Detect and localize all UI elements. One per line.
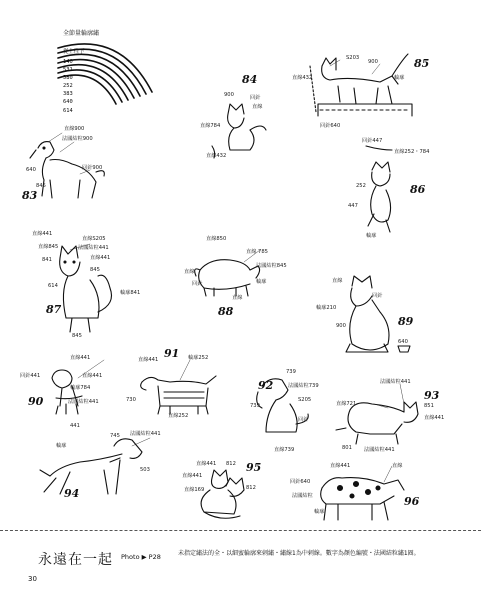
label: 640 — [398, 339, 408, 345]
label: 法國結粒739 — [288, 383, 319, 389]
label: S205 — [298, 397, 312, 403]
label: 730 — [126, 397, 136, 403]
label: 輪廓 — [56, 443, 67, 449]
kittens-95 — [201, 470, 244, 518]
label: 輪廓784 — [70, 385, 91, 391]
label: 直線 785 — [246, 249, 268, 255]
motif-number-90: 90 — [28, 395, 44, 408]
label: 回針 — [298, 417, 309, 423]
label: 直線 — [392, 463, 403, 469]
label: 直線S205 — [82, 236, 106, 242]
motif-number-84: 84 — [242, 73, 258, 86]
label: 直線441 — [196, 461, 217, 467]
label: 直線441 — [90, 255, 111, 261]
motif-number-83: 83 — [22, 189, 38, 202]
label: 直線784 — [200, 123, 221, 129]
label: 回針 — [192, 281, 203, 287]
label: 回針441 — [20, 373, 41, 379]
motif-number-93: 93 — [424, 389, 440, 402]
motif-number-87: 87 — [46, 303, 62, 316]
legend-color-6: 640 — [63, 99, 73, 106]
footer-title: 永遠在一起 — [38, 552, 113, 568]
label: 法國結粒441 — [380, 379, 411, 385]
dog-96 — [321, 478, 404, 520]
motif-number-85: 85 — [414, 57, 430, 70]
label: 法國結粒 — [292, 493, 313, 499]
label: 900 — [368, 59, 378, 65]
motif-number-91: 91 — [164, 347, 180, 360]
label: 739 — [250, 403, 260, 409]
label: 447 — [348, 203, 358, 209]
label: 直線441 — [424, 415, 445, 421]
label: 812 — [246, 485, 256, 491]
label: 直線 — [332, 278, 343, 284]
label: 739 — [286, 369, 296, 375]
label: 輪廓 — [394, 75, 405, 81]
label: 640 — [26, 167, 36, 173]
cat-93 — [336, 402, 418, 444]
label: 直線721 — [336, 401, 357, 407]
legend-color-7: 614 — [63, 107, 73, 114]
footer-photo-ref: Photo ▶ P28 — [121, 553, 161, 561]
legend-direction: 從上往下 — [63, 49, 85, 55]
legend-title: 全節量輪廓繡 — [63, 30, 100, 37]
label: 745 — [110, 433, 120, 439]
label: 845 — [72, 333, 82, 339]
label: 直線432 — [292, 75, 313, 81]
label: 輪廓841 — [120, 290, 141, 296]
legend-color-5: 383 — [63, 91, 73, 98]
motif-number-94: 94 — [64, 487, 80, 500]
label: 503 — [140, 467, 150, 473]
label: 輪廓 — [314, 509, 325, 515]
dachshund-91 — [141, 376, 216, 414]
label: 851 — [424, 403, 434, 409]
cat-86 — [366, 146, 392, 232]
motif-number-89: 89 — [398, 315, 414, 328]
dog-90 — [52, 370, 82, 414]
label: 直線 — [184, 269, 195, 275]
label: 回針640 — [320, 123, 341, 129]
label: 直線441 — [138, 357, 159, 363]
label: 直線441 — [82, 373, 103, 379]
footer-description: 未指定繡法的全・以細蜜輪廓來刺繡・繡線1為中刺線。數字為顏色編號・法國結粒繡1圈。 — [178, 550, 420, 557]
label: 輪廓 — [366, 233, 377, 239]
label: 直線441 — [32, 231, 53, 237]
label: 直線441 — [182, 473, 203, 479]
label: 845 — [90, 267, 100, 273]
label: 法國結粒441 — [68, 399, 99, 405]
motif-number-95: 95 — [246, 461, 262, 474]
label: 900 — [336, 323, 346, 329]
label: 直線739 — [274, 447, 295, 453]
label: 845 — [36, 183, 46, 189]
label: 直線252・784 — [394, 149, 430, 155]
label: 直線432 — [206, 153, 227, 159]
label: 輪廓210 — [316, 305, 337, 311]
label: 回針 — [372, 293, 383, 299]
legend-color-1: 140 — [63, 59, 73, 65]
label: 900 — [224, 92, 234, 98]
label: 直線 — [232, 295, 243, 301]
label: 法國結粒845 — [256, 263, 287, 269]
legend-color-2: 531 — [63, 67, 73, 74]
motif-number-88: 88 — [218, 305, 234, 318]
label: 441 — [70, 423, 80, 429]
label: 直線441 — [330, 463, 351, 469]
label: 回針900 — [82, 165, 103, 171]
legend-color-4: 252 — [63, 83, 73, 90]
label: 法國結粒441 — [130, 431, 161, 437]
label: 直線900 — [64, 126, 85, 132]
cat-85 — [310, 54, 412, 116]
legend-color-3: 580 — [63, 75, 73, 82]
label: 直線169 — [184, 487, 205, 493]
label: 法國結粒900 — [62, 136, 93, 142]
label: 回針 — [250, 95, 261, 101]
label: 801 — [342, 445, 352, 451]
label: 直線252 — [168, 413, 189, 419]
legend-color-list — [63, 58, 73, 115]
label: 614 — [48, 283, 58, 289]
motif-number-86: 86 — [410, 183, 426, 196]
label: 直線441 — [70, 355, 91, 361]
label: 812 — [226, 461, 236, 467]
label: 回針447 — [362, 138, 383, 144]
label: S203 — [346, 55, 360, 61]
leader-lines — [48, 60, 404, 482]
motif-number-92: 92 — [258, 379, 274, 392]
label: 法國結粒441 — [78, 245, 109, 251]
footer-divider — [0, 530, 481, 531]
label: 輪廓252 — [188, 355, 209, 361]
pig-88 — [195, 260, 260, 296]
label: 輪廓 — [256, 279, 267, 285]
label: 回針640 — [290, 479, 311, 485]
label: 841 — [42, 257, 52, 263]
label: 252 — [356, 183, 366, 189]
label: 直線845 — [38, 244, 59, 250]
cat-84 — [212, 104, 266, 158]
page-number: 30 — [28, 575, 37, 583]
label: 直線850 — [206, 236, 227, 242]
label: 法國結粒441 — [364, 447, 395, 453]
label: 直線 — [252, 104, 263, 110]
motif-number-96: 96 — [404, 495, 420, 508]
